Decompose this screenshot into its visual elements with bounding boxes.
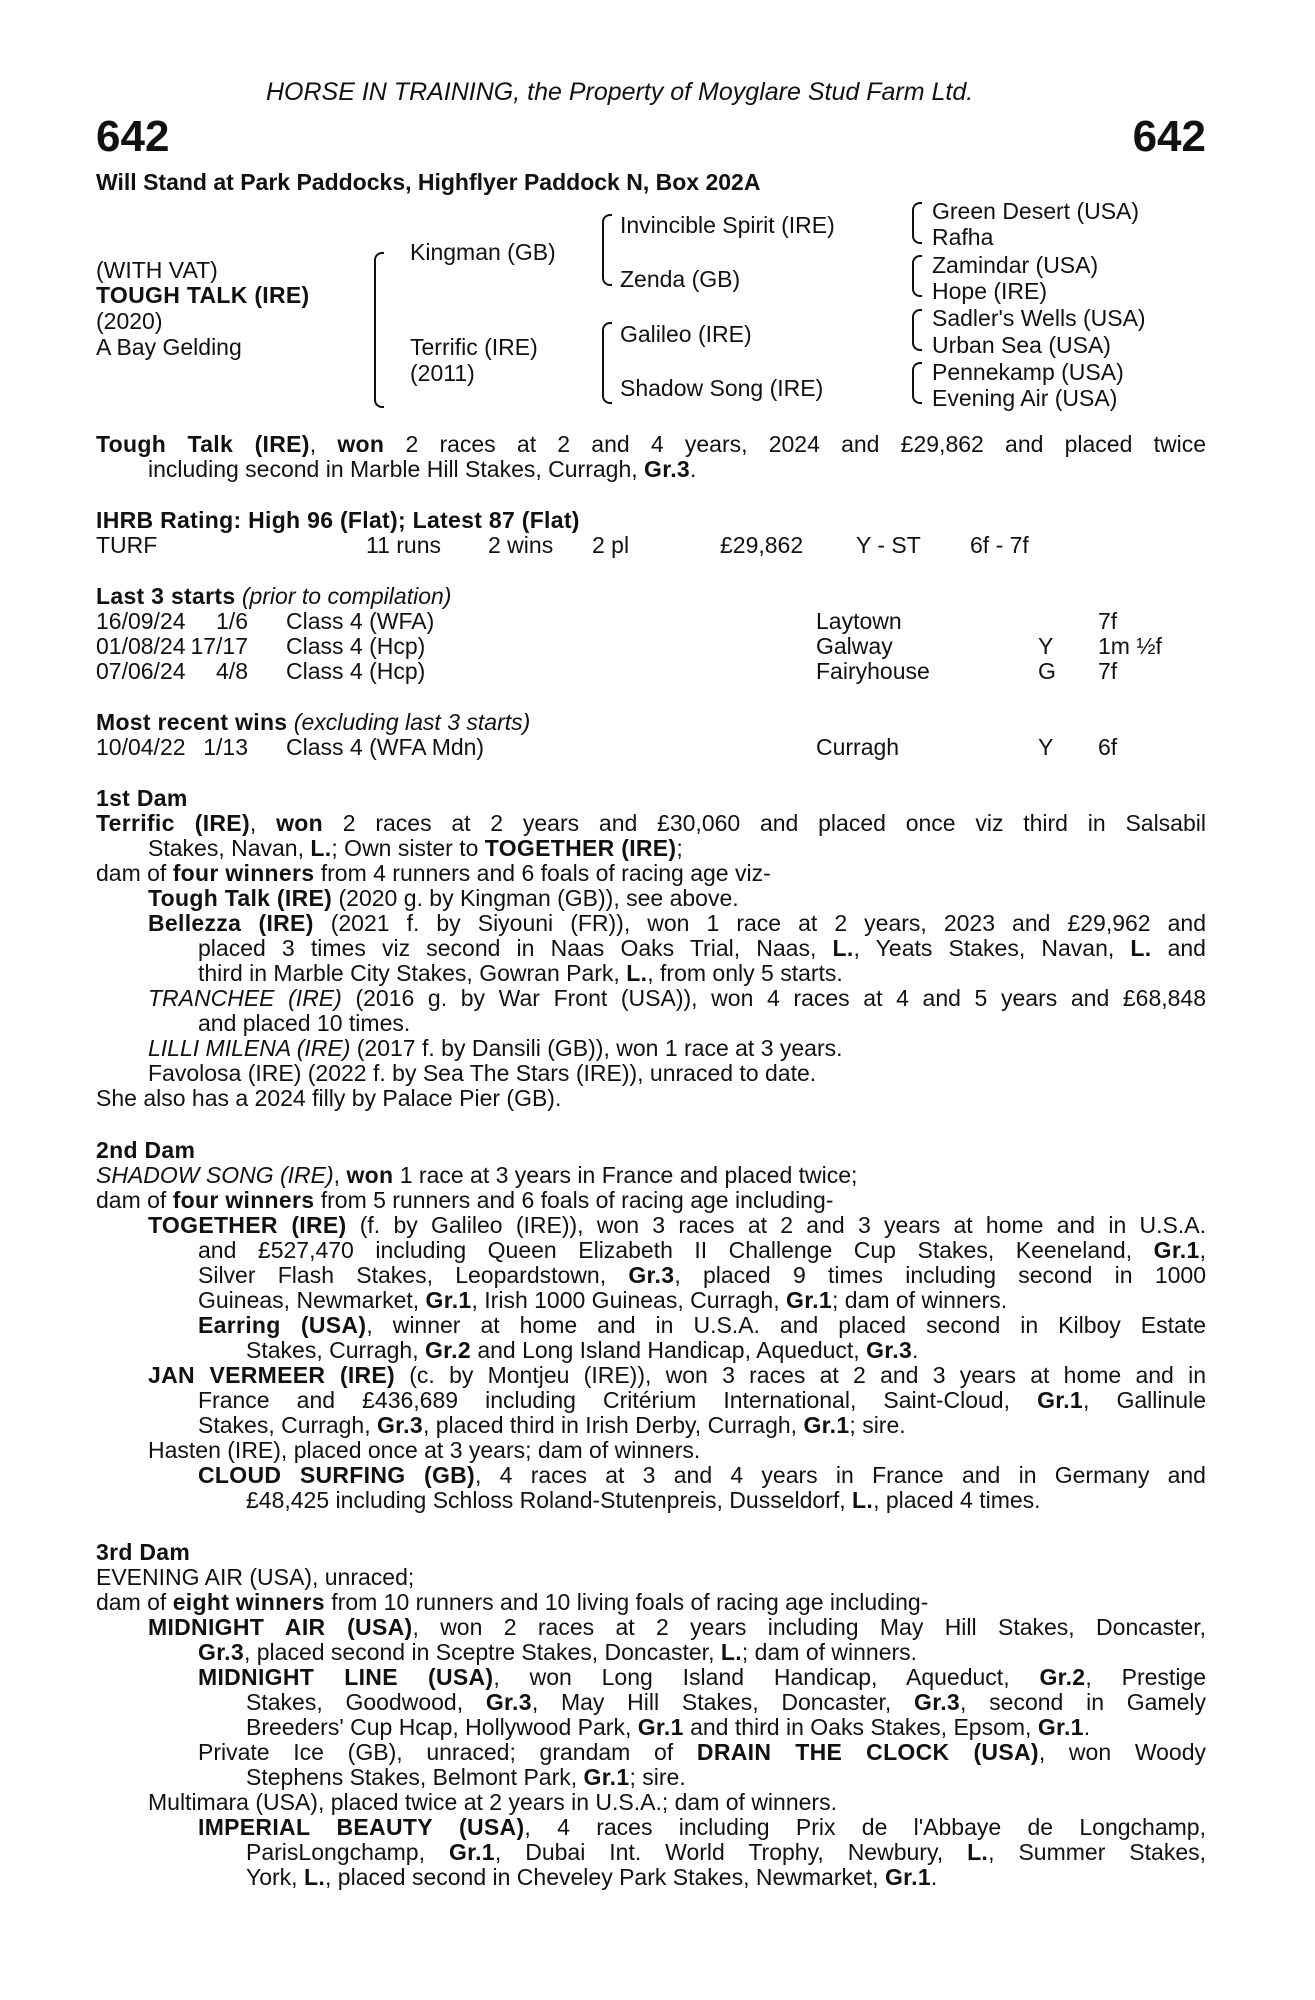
pedigree-brace [912, 255, 922, 297]
pedigree-brace [374, 252, 384, 408]
gg-name: Hope (IRE) [932, 278, 1048, 304]
summary-line: including second in Marble Hill Stakes, Curragh, Gr.3. [148, 456, 697, 482]
lot-number-right: 642 [1132, 112, 1206, 161]
most-recent-wins: Most recent wins (excluding last 3 starts) 10/04/22 1/13 Class 4 (WFA Mdn) Curragh Y 6f [96, 710, 1206, 760]
produce-entry: TOGETHER (IRE) (f. by Galileo (IRE)), won 3 races at 2 and 3 years at home and in U.S.A. [148, 1212, 1206, 1238]
pedigree-brace [912, 202, 922, 244]
produce-entry: Hasten (IRE), placed once at 3 years; dam of winners. [148, 1437, 701, 1463]
gg-name: Rafha [932, 224, 994, 250]
dam-sire-name: Galileo (IRE) [620, 321, 752, 347]
gg-name: Sadler's Wells (USA) [932, 305, 1146, 331]
produce-entry: Private Ice (GB), unraced; grandam of DRAIN THE CLOCK (USA), won Woody [198, 1739, 1206, 1765]
horse-description: A Bay Gelding [96, 334, 242, 360]
produce-entry: Bellezza (IRE) (2021 f. by Siyouni (FR)), won 1 race at 2 years, 2023 and £29,962 and [148, 910, 1206, 936]
section-title: 3rd Dam [96, 1539, 191, 1565]
produce-entry: MIDNIGHT LINE (USA), won Long Island Handicap, Aqueduct, Gr.2, Prestige [198, 1664, 1207, 1690]
dam-dam-name: Shadow Song (IRE) [620, 375, 824, 401]
section-title: Last 3 starts [96, 583, 236, 609]
rating-section [96, 508, 1206, 558]
rating-stats-row: TURF 11 runs 2 wins 2 pl £29,862 Y - ST 6f - 7f [96, 532, 1029, 558]
gg-name: Green Desert (USA) [932, 198, 1140, 224]
lot-subtitle: HORSE IN TRAINING, the Property of Moyglare Stud Farm Ltd. [266, 78, 974, 106]
gg-name: Evening Air (USA) [932, 385, 1118, 411]
section-title: 1st Dam [96, 785, 188, 811]
first-dam-section: 1st Dam Terrific (IRE), won 2 races at 2 years and £30,060 and placed once viz third in Salsabil Stakes, Navan, L.; Own sister to TOGETHER (IRE); dam of four winners from 4 runners and 6 foals of racing age viz- Tough Talk (IRE) (2020 g. by Kingman (GB)), see above. Bellezza (IRE) (2021 f. by Siyouni (FR)), won 1 race at 2 years, 2023 and £29,962 and placed 3 times viz second in Naas Oaks Trial, Naas, L., Yeats Stakes, Navan, L. and third in Marble City Stakes, Gowran Park, L., from only 5 starts. TRANCHEE (IRE) (2016 g. by War Front (USA)), won 4 races at 4 and 5 years and £68,848 and placed 10 times. LILLI MILENA (IRE) (2017 f. by Dansili (GB)), won 1 race at 3 years. Favolosa (IRE) (2022 f. by Sea The Stars (IRE)), unraced to date. She also has a 2024 filly by Palace Pier (GB). [96, 785, 1207, 1111]
start-row: 01/08/24 17/17 Class 4 (Hcp) Galway Y 1m ½f [96, 633, 1162, 659]
produce-entry: TRANCHEE (IRE) (2016 g. by War Front (USA)), won 4 races at 4 and 5 years and £68,848 [148, 985, 1207, 1011]
start-row: 16/09/24 1/6 Class 4 (WFA) Laytown 7f [96, 608, 1118, 634]
produce-entry: Tough Talk (IRE) (2020 g. by Kingman (GB)), see above. [148, 885, 739, 911]
summary-horse: Tough Talk (IRE) [96, 431, 310, 457]
produce-entry: Favolosa (IRE) (2022 f. by Sea The Stars (IRE)), unraced to date. [148, 1060, 817, 1086]
horse-name: TOUGH TALK (IRE) [96, 282, 310, 308]
pedigree-brace [602, 214, 612, 286]
dam-year: (2011) [410, 360, 475, 386]
pedigree-brace [912, 309, 922, 351]
produce-entry: IMPERIAL BEAUTY (USA), 4 races including Prix de l'Abbaye de Longchamp, [198, 1814, 1206, 1840]
dam-name: Terrific (IRE) [410, 334, 538, 360]
gg-name: Zamindar (USA) [932, 252, 1099, 278]
vat-label: (WITH VAT) [96, 257, 218, 283]
race-summary [96, 432, 1206, 482]
produce-entry: Earring (USA), winner at home and in U.S.A. and placed second in Kilboy Estate [198, 1312, 1206, 1338]
section-title: Most recent wins [96, 709, 288, 735]
produce-entry: MIDNIGHT AIR (USA), won 2 races at 2 years including May Hill Stakes, Doncaster, [148, 1614, 1206, 1640]
sire-sire-name: Invincible Spirit (IRE) [620, 212, 835, 238]
sire-name: Kingman (GB) [410, 239, 556, 265]
pedigree-brace [602, 322, 612, 404]
produce-entry: CLOUD SURFING (GB), 4 races at 3 and 4 years in France and in Germany and [198, 1462, 1206, 1488]
start-row: 07/06/24 4/8 Class 4 (Hcp) Fairyhouse G 7f [96, 658, 1118, 684]
section-title: 2nd Dam [96, 1137, 196, 1163]
produce-entry: LILLI MILENA (IRE) (2017 f. by Dansili (GB)), won 1 race at 3 years. [148, 1035, 843, 1061]
lot-number-left: 642 [96, 112, 170, 161]
pedigree-brace [912, 362, 922, 404]
stand-location: Will Stand at Park Paddocks, Highflyer Paddock N, Box 202A [96, 169, 761, 195]
gg-name: Urban Sea (USA) [932, 332, 1111, 358]
sire-dam-name: Zenda (GB) [620, 266, 741, 292]
produce-entry: Multimara (USA), placed twice at 2 years in U.S.A.; dam of winners. [148, 1789, 837, 1815]
last-3-starts: Last 3 starts (prior to compilation) 16/09/24 1/6 Class 4 (WFA) Laytown 7f 01/08/24 17/17 Class 4 (Hcp) Galway Y 1m ½f 07/06/24 4/8 Class 4 (Hcp) Fairyhouse G 7f [96, 584, 1206, 684]
second-dam-section: 2nd Dam SHADOW SONG (IRE), won 1 race at 3 years in France and placed twice; dam of four winners from 5 runners and 6 foals of racing age including- TOGETHER (IRE) (f. by Galileo (IRE)), won 3 races at 2 and 3 years at home and in U.S.A. and £527,470 including Queen Elizabeth II Challenge Cup Stakes, Keeneland, Gr.1, Silver Flash Stakes, Leopardstown, Gr.3, placed 9 times including second in 1000 Guineas, Newmarket, Gr.1, Irish 1000 Guineas, Curragh, Gr.1; dam of winners. Earring (USA), winner at home and in U.S.A. and placed second in Kilboy Estate Stakes, Curragh, Gr.2 and Long Island Handicap, Aqueduct, Gr.3. JAN VERMEER (IRE) (c. by Montjeu (IRE)), won 3 races at 2 and 3 years at home and in France and £436,689 including Critérium International, Saint-Cloud, Gr.1, Gallinule Stakes, Curragh, Gr.3, placed third in Irish Derby, Curragh, Gr.1; sire. Hasten (IRE), placed once at 3 years; dam of winners. CLOUD SURFING (GB), 4 races at 3 and 4 years in France and in Germany and £48,425 including Schloss Roland-Stutenpreis, Dusseldorf, L., placed 4 times. [96, 1137, 1206, 1513]
horse-year: (2020) [96, 308, 163, 334]
gg-name: Pennekamp (USA) [932, 359, 1124, 385]
rating-title: IHRB Rating: High 96 (Flat); Latest 87 (Flat) [96, 507, 580, 533]
summary-line: Tough Talk (IRE), won 2 races at 2 and 4 years, 2024 and £29,862 and placed twice [96, 431, 1206, 457]
third-dam-section: 3rd Dam EVENING AIR (USA), unraced; dam of eight winners from 10 runners and 10 living foals of racing age including- MIDNIGHT AIR (USA), won 2 races at 2 years including May Hill Stakes, Doncaster, Gr.3, placed second in Sceptre Stakes, Doncaster, L.; dam of winners. MIDNIGHT LINE (USA), won Long Island Handicap, Aqueduct, Gr.2, Prestige Stakes, Goodwood, Gr.3, May Hill Stakes, Doncaster, Gr.3, second in Gamely Breeders' Cup Hcap, Hollywood Park, Gr.1 and third in Oaks Stakes, Epsom, Gr.1. Private Ice (GB), unraced; grandam of DRAIN THE CLOCK (USA), won Woody Stephens Stakes, Belmont Park, Gr.1; sire. Multimara (USA), placed twice at 2 years in U.S.A.; dam of winners. IMPERIAL BEAUTY (USA), 4 races including Prix de l'Abbaye de Longchamp, ParisLongchamp, Gr.1, Dubai Int. World Trophy, Newbury, L., Summer Stakes, York, L., placed second in Cheveley Park Stakes, Newmarket, Gr.1. [96, 1539, 1207, 1890]
win-row: 10/04/22 1/13 Class 4 (WFA Mdn) Curragh Y 6f [96, 734, 1118, 760]
produce-entry: JAN VERMEER (IRE) (c. by Montjeu (IRE)), won 3 races at 2 and 3 years at home and in [148, 1362, 1206, 1388]
